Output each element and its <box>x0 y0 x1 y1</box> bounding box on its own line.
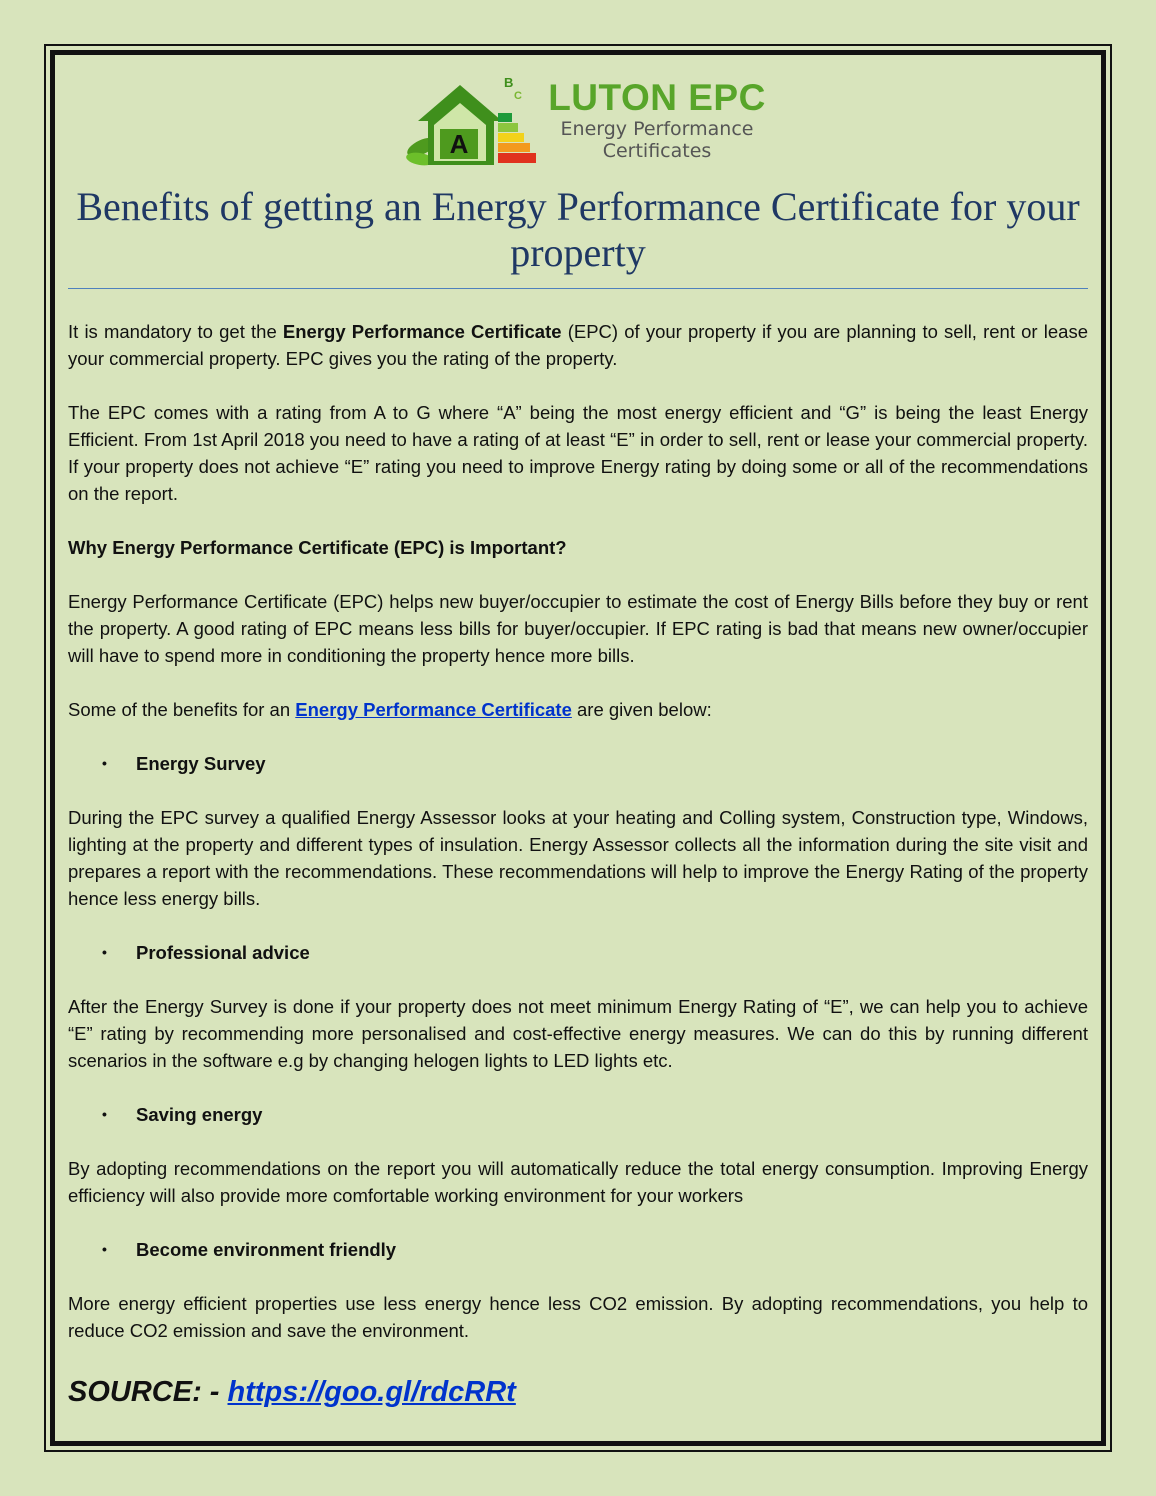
logo-title: LUTON EPC <box>548 77 766 118</box>
bullet-title: Energy Survey <box>136 753 266 774</box>
source-link[interactable]: https://goo.gl/rdcRRt <box>227 1376 516 1408</box>
bullet-title: Saving energy <box>136 1104 263 1125</box>
page-title: Benefits of getting an Energy Performance Certificate for your property <box>68 184 1088 289</box>
intro-bold-term: Energy Performance Certificate <box>282 321 562 342</box>
bullet-icon: • <box>102 944 107 960</box>
rating-paragraph: The EPC comes with a rating from A to G where “A” being the most energy efficient and “G” is being the least Energy Efficient. From 1st April 2018 you need to have a rating of at least “E” in order to sell, rent or lease your commercial property. If your property does not achieve “E” rating you need to improve Energy rating by doing some or all of the recommendations on the report. <box>68 402 1088 504</box>
document-content <box>68 70 1088 1410</box>
logo-subtitle-line1: Energy Performance <box>560 118 754 140</box>
bullet-text-saving-energy: By adopting recommendations on the report you will automatically reduce the total energy consumption. Improving Energy efficiency will also provide more comfortable working environment for your workers <box>68 1158 1088 1206</box>
source-line <box>68 1374 1088 1410</box>
house-energy-icon <box>404 73 544 173</box>
benefits-intro <box>68 696 1088 723</box>
logo-subtitle-line2: Certificates <box>602 140 712 162</box>
bullet-environment-friendly <box>68 1236 1088 1263</box>
benefits-intro-end: are given below: <box>571 699 712 720</box>
luton-epc-logo <box>82 70 1088 176</box>
why-heading: Why Energy Performance Certificate (EPC) is Important? <box>68 537 567 558</box>
svg-text:B: B <box>504 75 514 90</box>
benefits-intro-start: Some of the benefits for an <box>68 699 296 720</box>
bullet-icon: • <box>102 1241 107 1257</box>
logo-wordmark <box>548 78 766 162</box>
source-label: SOURCE: - <box>68 1376 228 1408</box>
svg-text:A: A <box>449 129 469 159</box>
epc-link[interactable]: Energy Performance Certificate <box>295 699 572 720</box>
bullet-icon: • <box>102 755 107 771</box>
svg-text:C: C <box>514 90 523 102</box>
bullet-title: Professional advice <box>136 942 310 963</box>
bullet-title: Become environment friendly <box>136 1239 397 1260</box>
bullet-text-professional-advice: After the Energy Survey is done if your property does not meet minimum Energy Rating of “E”, we can help you to achieve “E” rating by recommending more personalised and cost-effective energy measures. We can do this by running different scenarios in the software e.g by changing helogen lights to LED lights etc. <box>68 996 1088 1071</box>
bullet-icon: • <box>102 1106 107 1122</box>
bullet-energy-survey <box>68 750 1088 777</box>
bullet-saving-energy <box>68 1101 1088 1128</box>
why-paragraph: Energy Performance Certificate (EPC) helps new buyer/occupier to estimate the cost of Energy Bills before they buy or rent the property. A good rating of EPC means less bills for buyer/occupier. If EPC rating is bad that means new owner/occupier will have to spend more in conditioning the property hence more bills. <box>68 591 1088 666</box>
bullet-text-energy-survey: During the EPC survey a qualified Energy Assessor looks at your heating and Colling system, Construction type, Windows, lighting at the property and different types of insulation. Energy Assessor collects all the information during the site visit and prepares a report with the recommendations. These recommendations will help to improve the Energy Rating of the property hence less energy bills. <box>68 807 1088 909</box>
bullet-text-environment-friendly: More energy efficient properties use less energy hence less CO2 emission. By adopting recommendations, you help to reduce CO2 emission and save the environment. <box>68 1293 1088 1341</box>
intro-text-end: (EPC) of your property if you are planning to sell, rent or lease your commercial property. EPC gives you the rating of the property. <box>68 321 1088 369</box>
intro-paragraph <box>68 318 1088 372</box>
bullet-professional-advice <box>68 939 1088 966</box>
intro-text-start: It is mandatory to get the <box>68 321 283 342</box>
